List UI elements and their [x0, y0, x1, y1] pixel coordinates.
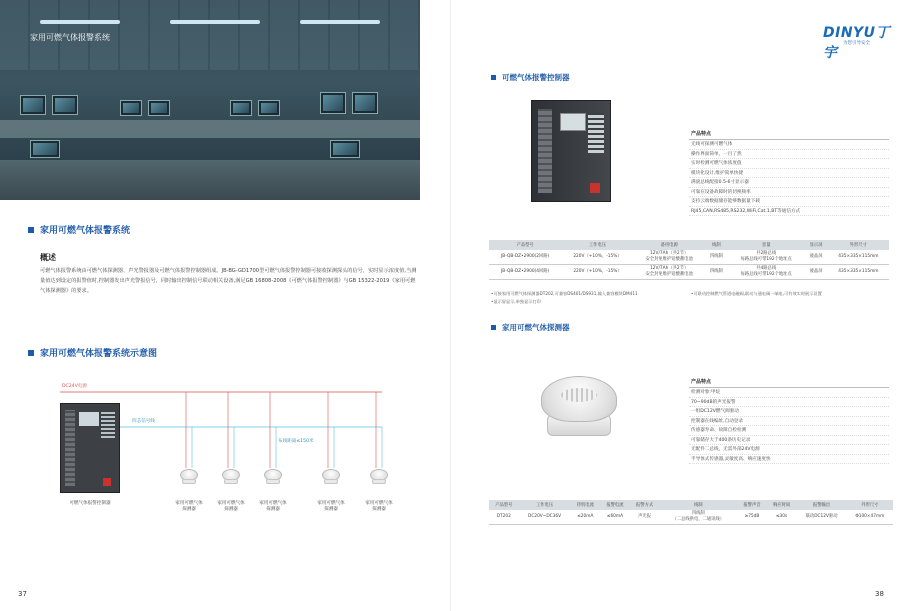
- feature-item: 检测对象:甲烷: [689, 388, 889, 398]
- table-header: 报警输出: [796, 500, 846, 510]
- table-header: 报警声音: [737, 500, 767, 510]
- table-header: 备用电源: [634, 240, 705, 250]
- table-cell: DC20V~DC36V: [519, 510, 571, 525]
- control-room-photo: [0, 0, 420, 200]
- feature-item: 70~90dB的声光报警: [689, 398, 889, 408]
- table-cell: DT202: [489, 510, 519, 525]
- table-cell: ≤30s: [767, 510, 797, 525]
- square-bullet-icon: [491, 325, 496, 330]
- square-bullet-icon: [28, 227, 34, 233]
- features-heading: 产品特点: [689, 376, 889, 388]
- square-bullet-icon: [491, 75, 496, 80]
- table-cell: 四线制 （二总线供电、二通讯线）: [659, 510, 737, 525]
- right-page: [450, 0, 900, 611]
- photo-monitor: [320, 92, 346, 114]
- section-title-text: 家用可燃气体探测器: [502, 323, 570, 332]
- distance-label: 布线距离≤150米: [278, 439, 314, 444]
- hero-label: 家用可燃气体报警系统: [30, 33, 110, 42]
- table-cell: ≤20mA: [570, 510, 600, 525]
- feature-item: 传感器寿命、故障自检检测: [689, 426, 889, 436]
- table-header: 工作电压: [561, 240, 633, 250]
- table-cell: 12V/7Ah（共2节） 安全封免维护铅酸蓄电池: [634, 250, 705, 265]
- table-cell: JB-QB-DZ•2900(4回路): [489, 265, 561, 280]
- photo-desk-row: [0, 120, 420, 138]
- photo-monitor: [120, 100, 142, 116]
- feature-item: 无配件二总线，无需外部24V电源: [689, 445, 889, 455]
- controller-label: 可燃气体报警控制器: [69, 501, 111, 506]
- feature-item: 满滚总线配接0.5-6寸显示器: [689, 178, 889, 188]
- section-title-text: 家用可燃气体报警系统: [40, 226, 131, 236]
- detector-product-image: [539, 370, 619, 450]
- power-label: DC24V电源: [62, 384, 87, 389]
- feature-item: 一组DC12V燃气阀驱动: [689, 407, 889, 417]
- detector-label: 家用可燃气体 探测器: [217, 501, 245, 512]
- section-title-detector: [491, 322, 570, 333]
- table-header: 产品型号: [489, 240, 561, 250]
- table-row: [489, 250, 889, 265]
- table-cell: 联动DC12V驱动: [796, 510, 846, 525]
- photo-ceiling-light: [40, 20, 120, 24]
- photo-floor: [0, 160, 420, 200]
- table-header: 产品型号: [489, 500, 519, 510]
- table-cell: Φ100×47mm: [847, 510, 893, 525]
- detector-icon: [368, 469, 390, 485]
- detector-drops: [186, 392, 382, 468]
- feature-item: 控制器在线编址,自动登录: [689, 417, 889, 427]
- photo-monitor: [258, 100, 280, 116]
- feature-item: RJ45,CAN,RS485,RS232,WiFi,Cat.1,BT等通信方式: [689, 207, 889, 217]
- table-header-row: [489, 500, 893, 510]
- table-header: 线制: [705, 240, 728, 250]
- feature-item: 支持云端数据储存能够数据量下载: [689, 197, 889, 207]
- section-title-text: 家用可燃气体报警系统示意图: [40, 349, 158, 359]
- photo-monitor: [20, 95, 46, 115]
- feature-item: 无线可探测可燃气体: [689, 140, 889, 150]
- table-cell: 435×335×115mm: [828, 265, 889, 280]
- photo-monitor: [30, 140, 60, 158]
- table-cell: 共4路总线 每路总线可带192个地址点: [728, 265, 804, 280]
- table-cell: ≥75dB: [737, 510, 767, 525]
- brand-logo: DINYU丁宇: [823, 25, 891, 61]
- table-cell: JB-QB-DZ•2900(2回路): [489, 250, 561, 265]
- table-header: 容量: [728, 240, 804, 250]
- controller-product-image: [531, 100, 611, 202]
- table-cell: 声光报: [630, 510, 660, 525]
- table-header: 外形尺寸: [847, 500, 893, 510]
- controller-notes-left: [491, 290, 681, 306]
- photo-ceiling-light: [170, 20, 260, 24]
- table-header: 响应时间: [767, 500, 797, 510]
- controller-features: [689, 128, 889, 216]
- brand-tagline: 为您引导安全: [843, 41, 870, 46]
- table-header: 待机电流: [570, 500, 600, 510]
- controller-unit: [60, 403, 120, 493]
- table-cell: 共2路总线 每路总线可带192个地址点: [728, 250, 804, 265]
- detector-label: 家用可燃气体 探测器: [259, 501, 287, 512]
- section-title-text: 可燃气体报警控制器: [502, 73, 570, 82]
- section-title-diagram: [28, 346, 157, 359]
- overview-text: 可燃气体报警系统由可燃气体探测器、声光警报器及可燃气体报警控制器组成。JB-BG-GD1700型可燃气体报警控制器可接收探测探头的信号，实时显示浓度值,当测量值达到设定的报警值时,控制器发出声光警报信号，同时输出控制信号联动相关设备,满足GB 16808-2008《可燃气体报警控制器》与GB 15322-2019《家用可燃气体探测器》的要求。: [40, 268, 417, 294]
- detector-icon: [320, 469, 342, 485]
- feature-item: 实时检测可燃气体浓度值: [689, 159, 889, 169]
- section-title-controller: [491, 72, 570, 83]
- table-header: 工作电压: [519, 500, 571, 510]
- table-cell: 四线制: [705, 250, 728, 265]
- table-cell: 220V（+10%，-15%）: [561, 250, 633, 265]
- section-title-system: [28, 223, 130, 236]
- table-row: [489, 510, 893, 525]
- photo-monitor: [52, 95, 78, 115]
- table-cell: 220V（+10%，-15%）: [561, 265, 633, 280]
- detector-features: [689, 376, 889, 464]
- detector-spec-table: [489, 500, 893, 525]
- system-diagram: [40, 375, 420, 525]
- photo-monitor: [352, 92, 378, 114]
- table-header: 显示屏: [804, 240, 827, 250]
- feature-list: [689, 140, 889, 216]
- table-cell: 12V/7Ah（共2节） 安全封免维护铅酸蓄电池: [634, 265, 705, 280]
- table-cell: 四线制: [705, 265, 728, 280]
- detector-icon: [178, 469, 200, 485]
- photo-monitor: [230, 100, 252, 116]
- controller-spec-table: [489, 240, 889, 280]
- table-cell: 435×335×115mm: [828, 250, 889, 265]
- features-heading: 产品特点: [689, 128, 889, 140]
- photo-monitor: [148, 100, 170, 116]
- detector-label: 家用可燃气体 探测器: [175, 501, 203, 512]
- feature-item: 可靠储存大于400条历史记录: [689, 436, 889, 446]
- page-number: 38: [875, 590, 884, 598]
- feature-item: 可靠在设备故障时的切换频率: [689, 188, 889, 198]
- feature-list: [689, 388, 889, 464]
- note-item: •显示屏显示,单独显示打印: [491, 299, 541, 304]
- table-header: 报警方式: [630, 500, 660, 510]
- feature-item: 操作界面简单，一目了然: [689, 150, 889, 160]
- overview-title: 概述: [40, 253, 56, 262]
- detector-icon: [220, 469, 242, 485]
- table-cell: 液晶屏: [804, 250, 827, 265]
- table-header: 外形尺寸: [828, 240, 889, 250]
- square-bullet-icon: [28, 350, 34, 356]
- signal-line-label: 四芯信号线: [132, 419, 155, 424]
- detector-label: 家用可燃气体 探测器: [365, 501, 393, 512]
- controller-notes-right: [691, 290, 891, 298]
- photo-ceiling-light: [300, 20, 380, 24]
- table-header: 报警电流: [600, 500, 630, 510]
- feature-item: 半导体式传感器,灵敏度高、响应速度快: [689, 455, 889, 465]
- photo-monitor: [330, 140, 360, 158]
- note-item: •可接家用可燃气体探测器DT202,可兼容DS401/DS931,输入兼容模块DM411: [491, 291, 638, 296]
- note-item: •可联动控制燃气管道电磁阀,联动与通电阀一端电,可有效实时展示设置: [691, 291, 822, 296]
- table-cell: ≤60mA: [600, 510, 630, 525]
- table-header: 线制: [659, 500, 737, 510]
- page-number: 37: [18, 590, 27, 598]
- table-row: [489, 265, 889, 280]
- table-cell: 液晶屏: [804, 265, 827, 280]
- table-header-row: [489, 240, 889, 250]
- detector-icon: [262, 469, 284, 485]
- detector-label: 家用可燃气体 探测器: [317, 501, 345, 512]
- feature-item: 模块化设计,维护简单快捷: [689, 169, 889, 179]
